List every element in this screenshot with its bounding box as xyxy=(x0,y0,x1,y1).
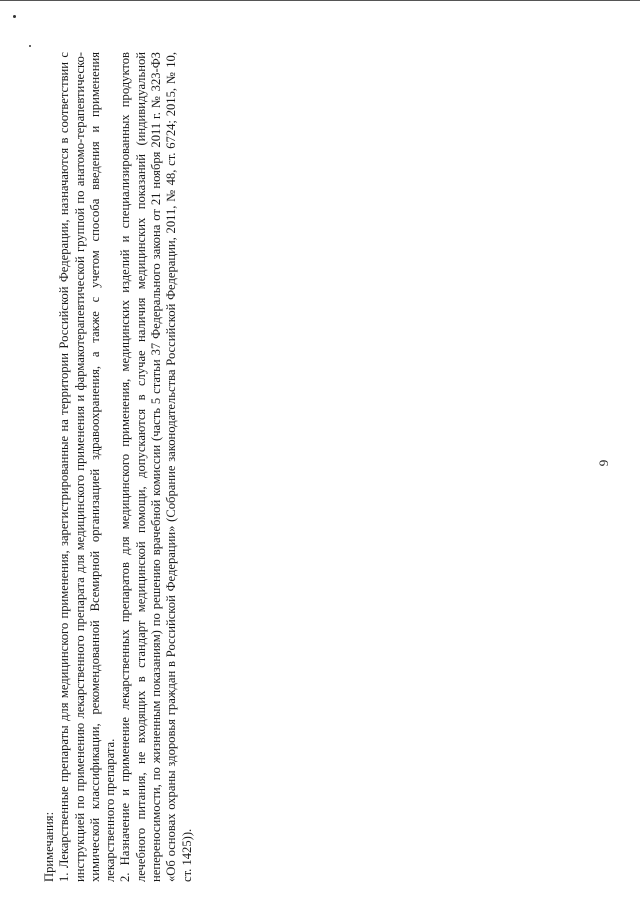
page-number: 9 xyxy=(596,459,611,467)
scan-speck xyxy=(29,45,31,47)
notes-heading: Примечания: xyxy=(42,811,56,882)
note-2: 2. Назначение и применение лекарственных препаратов для медицинского применения, медицинских изделий и специализированных продуктов лечебного питания, не входящих в стандарт медицинской помощи, допускаются в случае наличия медицинских показаний (индивидуальной непереносимости, по жизненным показаниям) по решению врачебной комиссии (часть 5 статьи 37 Федерального закона от 21 ноября 2011 г. № 323-ФЗ «Об основах охраны здоровья граждан в Российской Федерации» (Собрание законодательства Российской Федерации, 2011, № 48, ст. 6724; 2015, № 10, ст. 1425)). xyxy=(118,52,194,882)
notes-section xyxy=(42,52,195,882)
scan-top-border xyxy=(0,0,640,1)
scan-speck xyxy=(13,15,16,18)
note-1: 1. Лекарственные препараты для медицинского применения, зарегистрированные на территории Российской Федерации, назначаются в соответствии с инструкцией по применению лекарственного препарата для медицинского применения и фармакотерапевтической группой по анатомо-терапевтическо-химической классификации, рекомендованной Всемирной организацией здравоохранения, а также с учетом способа введения и применения лекарственного препарата. xyxy=(57,52,118,882)
